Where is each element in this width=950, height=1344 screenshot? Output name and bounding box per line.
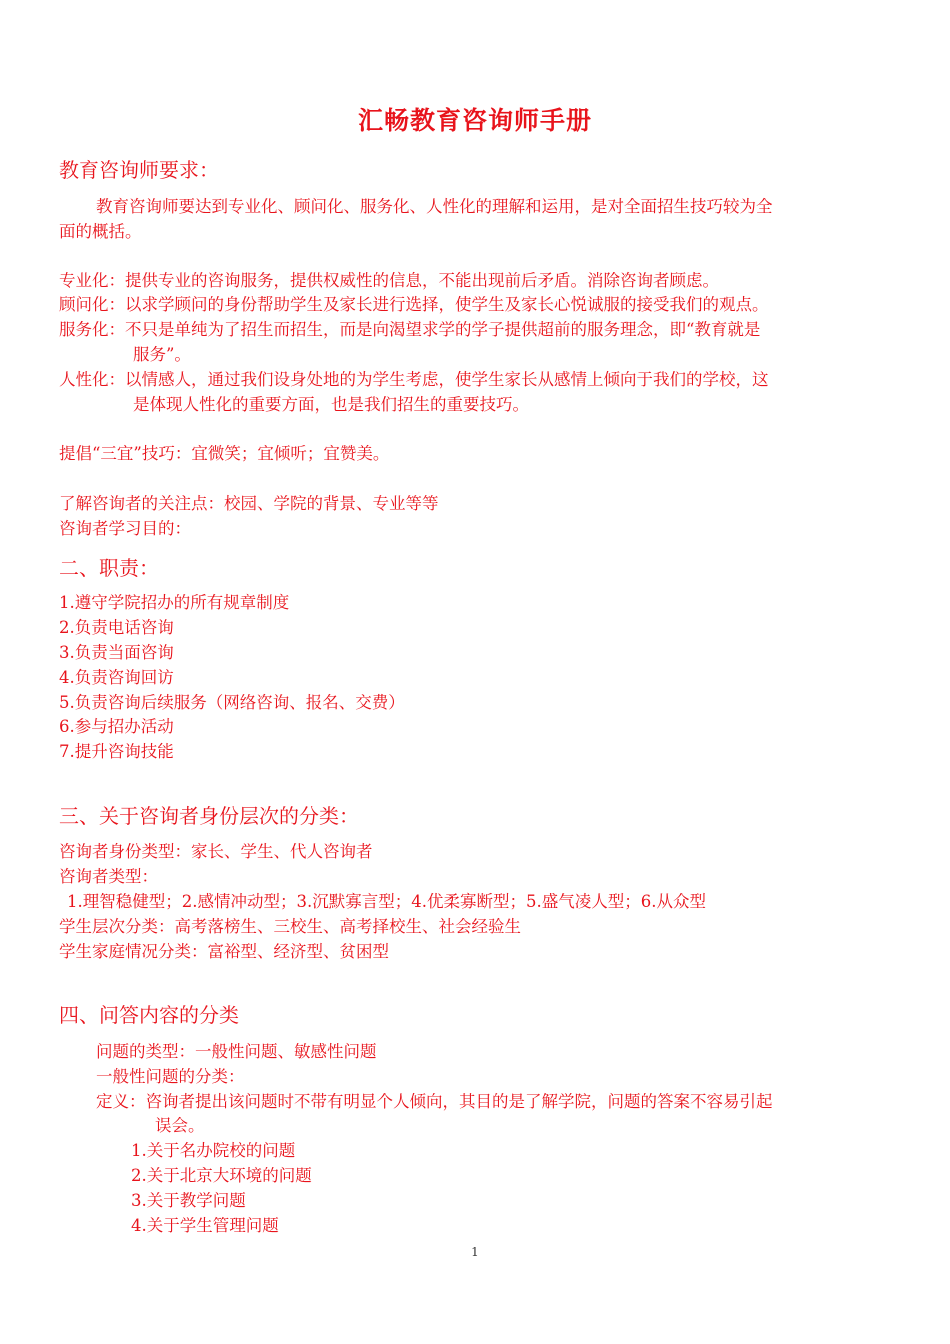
student-levels-line: 学生层次分类：高考落榜生、三校生、高考择校生、社会经验生 <box>59 917 521 936</box>
focus-line: 了解咨询者的关注点：校园、学院的背景、专业等等 <box>59 494 439 513</box>
requirement-continuation: 是体现人性化的重要方面，也是我们招生的重要技巧。 <box>133 395 529 414</box>
definition-line1: 定义：咨询者提出该问题时不带有明显个人倾向，其目的是了解学院，问题的答案不容易引起 <box>96 1092 773 1111</box>
family-types-line: 学生家庭情况分类：富裕型、经济型、贫困型 <box>59 942 389 961</box>
duty-item: 1.遵守学院招办的所有规章制度 <box>59 593 290 612</box>
duty-item: 5.负责咨询后续服务（网络咨询、报名、交费） <box>59 693 405 712</box>
requirement-continuation: 服务”。 <box>133 345 191 364</box>
general-questions-label: 一般性问题的分类： <box>96 1067 245 1086</box>
duty-item: 4.负责咨询回访 <box>59 668 174 687</box>
requirement-item <box>59 294 769 316</box>
requirement-text: 以求学顾问的身份帮助学生及家长进行选择，使学生及家长心悦诚服的接受我们的观点。 <box>125 295 769 314</box>
requirement-text: 提供专业的咨询服务，提供权威性的信息，不能出现前后矛盾。消除咨询者顾虑。 <box>125 271 719 290</box>
requirement-text: 不只是单纯为了招生而招生，而是向渴望求学的学子提供超前的服务理念，即“教育就是 <box>125 320 761 339</box>
general-question-item: 2.关于北京大环境的问题 <box>131 1166 312 1185</box>
duty-item: 6.参与招办活动 <box>59 717 174 736</box>
section2-heading: 二、职责： <box>59 556 159 580</box>
general-question-item: 4.关于学生管理问题 <box>131 1216 279 1235</box>
requirement-item <box>59 270 719 292</box>
section1-heading: 教育咨询师要求： <box>59 158 219 182</box>
consultant-types-label: 咨询者类型： <box>59 867 158 886</box>
requirement-label: 服务化： <box>59 320 125 339</box>
requirement-item <box>59 369 769 391</box>
section3-heading: 三、关于咨询者身份层次的分类： <box>59 804 359 828</box>
identity-types-line: 咨询者身份类型：家长、学生、代人咨询者 <box>59 842 373 861</box>
duty-item: 3.负责当面咨询 <box>59 643 174 662</box>
section4-heading: 四、问答内容的分类 <box>59 1003 239 1027</box>
document-title: 汇畅教育咨询师手册 <box>357 106 592 135</box>
requirement-text: 以情感人，通过我们设身处地的为学生考虑，使学生家长从感情上倾向于我们的学校，这 <box>125 370 769 389</box>
question-types-line: 问题的类型：一般性问题、敏感性问题 <box>96 1042 377 1061</box>
definition-line2: 误会。 <box>155 1116 205 1135</box>
requirement-label: 专业化： <box>59 271 125 290</box>
duty-item: 7.提升咨询技能 <box>59 742 174 761</box>
duty-item: 2.负责电话咨询 <box>59 618 174 637</box>
requirement-label: 人性化： <box>59 370 125 389</box>
requirement-item <box>59 319 760 341</box>
requirement-label: 顾问化： <box>59 295 125 314</box>
page-number: 1 <box>471 1245 479 1259</box>
section1-intro-line2: 面的概括。 <box>59 222 142 241</box>
general-question-item: 3.关于教学问题 <box>131 1191 246 1210</box>
section1-intro-line1: 教育咨询师要达到专业化、顾问化、服务化、人性化的理解和运用，是对全面招生技巧较为全 <box>96 197 773 216</box>
consultant-types-line: 1.理智稳健型；2.感情冲动型；3.沉默寡言型；4.优柔寡断型；5.盛气凌人型；6.从众型 <box>67 892 706 911</box>
general-question-item: 1.关于名办院校的问题 <box>131 1141 296 1160</box>
tips-line: 提倡“三宜”技巧：宜微笑；宜倾听；宜赞美。 <box>59 444 390 463</box>
purpose-line: 咨询者学习目的： <box>59 519 191 538</box>
